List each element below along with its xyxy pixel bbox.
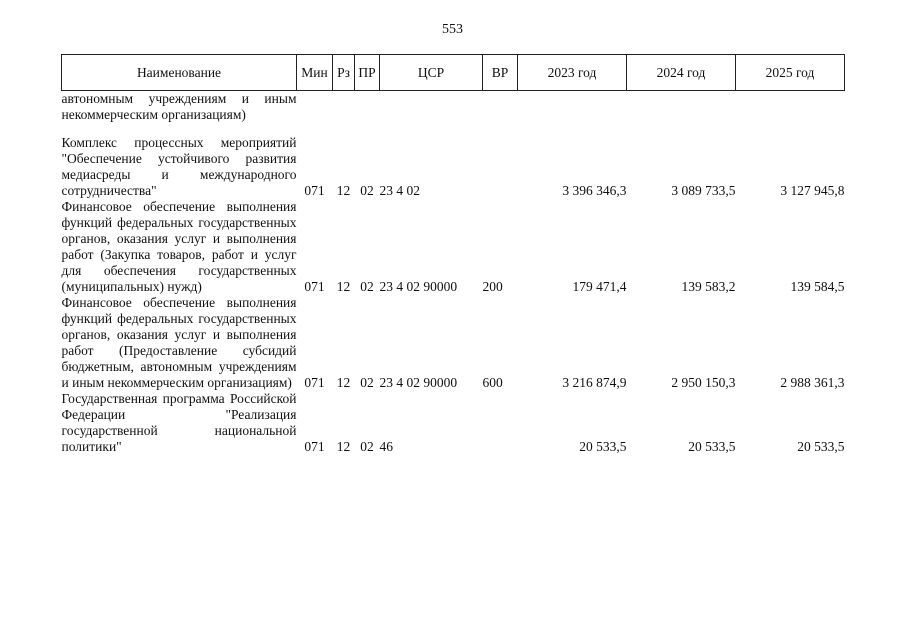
row-2025: 3 127 945,8	[780, 183, 845, 198]
budget-table	[61, 54, 845, 455]
table-row	[62, 199, 845, 295]
row-2025	[736, 91, 845, 136]
header-2024: 2024 год	[627, 55, 736, 91]
row-2024	[627, 91, 736, 136]
row-2023: 179 471,4	[572, 279, 627, 294]
row-pr: 02	[360, 279, 374, 294]
row-vr	[483, 135, 518, 199]
row-2025: 2 988 361,3	[780, 375, 845, 390]
row-rz: 12	[336, 439, 351, 454]
row-rz: 12	[336, 183, 351, 198]
row-pr: 02	[360, 439, 374, 454]
row-csr: 23 4 02 90000	[379, 279, 458, 294]
row-2025: 20 533,5	[797, 439, 845, 454]
row-2023: 3 216 874,9	[562, 375, 627, 390]
row-rz: 12	[336, 375, 351, 390]
row-2023	[518, 91, 627, 136]
table-row	[62, 91, 845, 136]
row-name: Финансовое обеспечение выполнения функций федеральных государственных органов, оказания услуг и выполнения работ (Закупка товаров, работ и услуг для обеспечения государственных (муниципальных) нужд)	[61, 199, 297, 294]
header-name: Наименование	[62, 55, 297, 91]
row-vr: 600	[482, 375, 503, 390]
header-2025: 2025 год	[736, 55, 845, 91]
row-vr: 200	[482, 279, 503, 294]
row-csr: 23 4 02	[379, 183, 420, 198]
row-rz	[333, 91, 355, 136]
header-min: Мин	[297, 55, 333, 91]
row-2024: 20 533,5	[688, 439, 736, 454]
row-rz: 12	[336, 279, 351, 294]
row-2024: 2 950 150,3	[671, 375, 736, 390]
table-row	[62, 135, 845, 199]
row-2024: 139 583,2	[681, 279, 736, 294]
row-min: 071	[304, 375, 325, 390]
header-pr: ПР	[355, 55, 380, 91]
row-csr	[380, 91, 483, 136]
table-header	[62, 55, 845, 91]
header-rz: Рз	[333, 55, 355, 91]
row-csr: 46	[379, 439, 393, 454]
row-2023: 20 533,5	[579, 439, 627, 454]
row-min: 071	[304, 439, 325, 454]
row-name: Государственная программа Российской Федерации "Реализация государственной национальной политики"	[61, 391, 297, 454]
row-pr: 02	[360, 183, 374, 198]
header-2023: 2023 год	[518, 55, 627, 91]
table-row	[62, 391, 845, 455]
row-min: 071	[304, 183, 325, 198]
header-vr: ВР	[483, 55, 518, 91]
row-vr	[483, 91, 518, 136]
row-min: 071	[304, 279, 325, 294]
row-pr: 02	[360, 375, 374, 390]
row-2025: 139 584,5	[790, 279, 845, 294]
row-name: Финансовое обеспечение выполнения функций федеральных государственных органов, оказания услуг и выполнения работ (Предоставление субсидий бюджетным, автономным учреждениям и иным некоммерческим организациям)	[61, 295, 297, 390]
page-number: 553	[442, 22, 463, 37]
table-row	[62, 295, 845, 391]
row-2023: 3 396 346,3	[562, 183, 627, 198]
row-vr	[483, 391, 518, 455]
header-csr: ЦСР	[380, 55, 483, 91]
row-name: автономным учреждениям и иным некоммерческим организациям)	[61, 91, 297, 122]
row-2024: 3 089 733,5	[671, 183, 736, 198]
row-pr	[355, 91, 380, 136]
row-name: Комплекс процессных мероприятий "Обеспечение устойчивого развития медиасреды и международного сотрудничества"	[61, 135, 297, 198]
row-min	[297, 91, 333, 136]
row-csr: 23 4 02 90000	[379, 375, 458, 390]
